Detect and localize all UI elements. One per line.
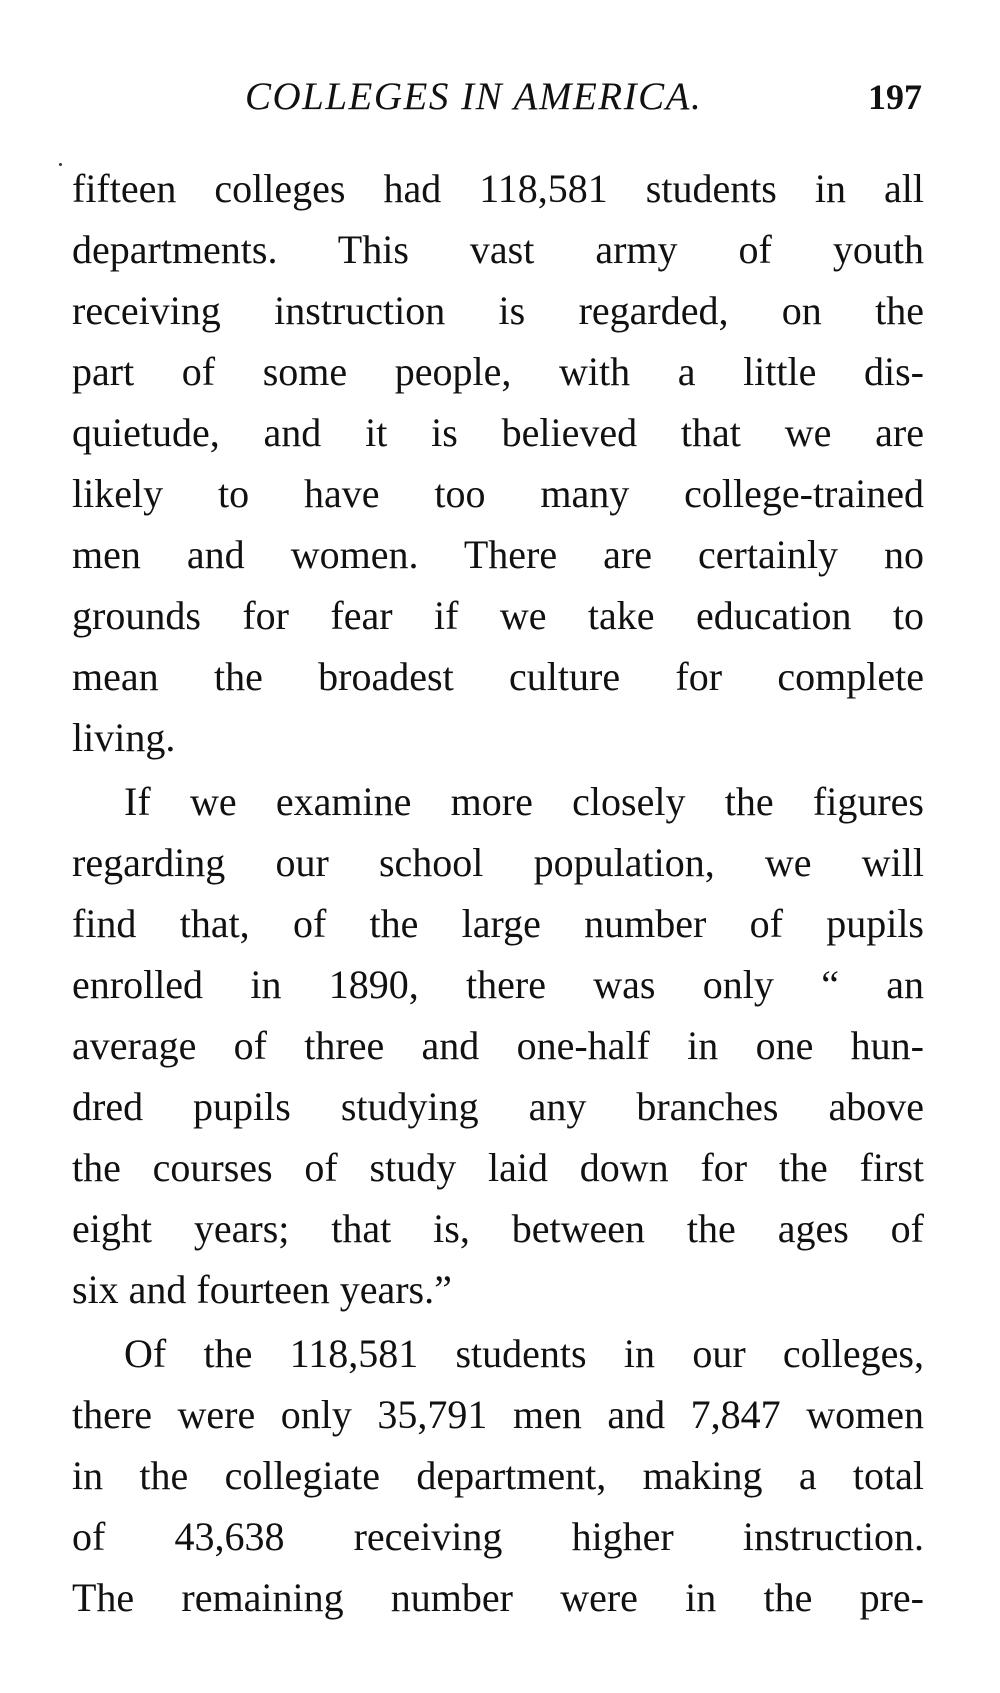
text-line: in the collegiate department, making a total: [72, 1453, 924, 1498]
text-line: likely to have too many college-trained: [72, 471, 924, 516]
paragraph-3: [72, 1323, 924, 1628]
paragraph-1: [72, 158, 924, 768]
text-line: men and women. There are certainly no: [72, 532, 924, 577]
text-line: find that, of the large number of pupils: [72, 901, 924, 946]
text-line: six and fourteen years.”: [72, 1267, 452, 1312]
text-line: Of the 118,581 students in our colleges,: [124, 1331, 924, 1376]
text-line: average of three and one-half in one hun-: [72, 1023, 924, 1068]
print-speck: [59, 163, 62, 166]
text-line: fifteen colleges had 118,581 students in all: [72, 166, 924, 211]
text-line: dred pupils studying any branches above: [72, 1084, 924, 1129]
paragraph-2: [72, 771, 924, 1320]
text-line: there were only 35,791 men and 7,847 women: [72, 1392, 924, 1437]
text-line: eight years; that is, between the ages of: [72, 1206, 924, 1251]
body-text: [72, 158, 924, 1628]
text-line: quietude, and it is believed that we are: [72, 410, 924, 455]
text-line: receiving instruction is regarded, on the: [72, 288, 924, 333]
running-head: [70, 72, 924, 122]
text-line: of 43,638 receiving higher instruction.: [72, 1514, 924, 1559]
text-line: living.: [72, 715, 176, 760]
text-line: grounds for fear if we take education to: [72, 593, 924, 638]
page-number: 197: [868, 77, 922, 117]
text-line: part of some people, with a little dis-: [72, 349, 924, 394]
text-line: The remaining number were in the pre-: [72, 1575, 924, 1620]
text-line: If we examine more closely the figures: [124, 779, 924, 824]
text-line: the courses of study laid down for the first: [72, 1145, 924, 1190]
text-line: mean the broadest culture for complete: [72, 654, 924, 699]
running-title: COLLEGES IN AMERICA.: [245, 75, 703, 118]
text-line: departments. This vast army of youth: [72, 227, 924, 272]
text-line: regarding our school population, we will: [72, 840, 924, 885]
text-line: enrolled in 1890, there was only “ an: [72, 962, 924, 1007]
